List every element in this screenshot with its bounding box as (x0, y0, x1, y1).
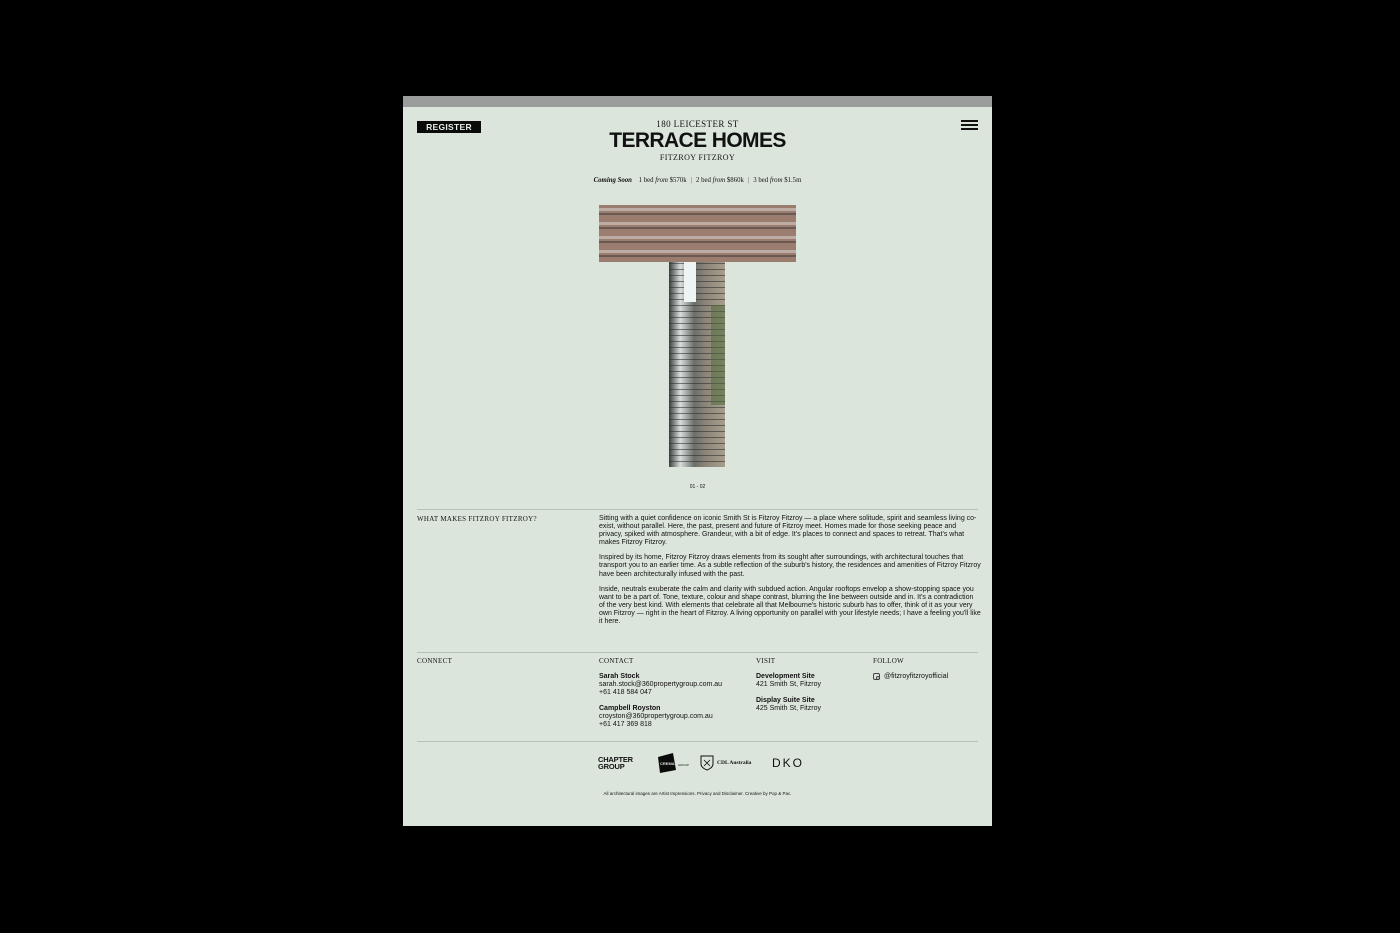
visit-address: 421 Smith St, Fitzroy (756, 681, 821, 689)
project-address: 180 LEICESTER ST (656, 119, 739, 129)
hero-t-building-image[interactable] (599, 205, 796, 467)
contact-heading: CONTACT (599, 657, 634, 665)
divider (417, 652, 978, 653)
visit-heading: VISIT (756, 657, 776, 665)
project-suburb: FITZROY FITZROY (659, 153, 736, 162)
about-heading: WHAT MAKES FITZROY FITZROY? (417, 515, 537, 523)
visit-development-site (756, 673, 821, 689)
contact-name: Sarah Stock (599, 673, 640, 680)
instagram-link[interactable] (873, 673, 948, 680)
instagram-icon (873, 673, 880, 680)
visit-name: Display Suite Site (756, 697, 815, 704)
about-paragraph: Sitting with a quiet confidence on iconic Smith St is Fitzroy Fitzroy — a place where solitude, spirit and seamless living co-exist, without parallel. Here, the past, present and future of Fitzroy meet. Homes made for those seeking peace and privacy, spiked with atmosphere. Grandeur, with a bit of edge. It's places to connect and spaces to retreat. That's what makes Fitzroy Fitzroy. (599, 515, 977, 547)
about-paragraph: Inside, neutrals exuberate the calm and clarity with subdued action. Angular rooftops envelop a show-stopping space you want to be a part of. Tone, texture, colour and shape contrast, blurring the line between outside and in. It's a contradiction of the very best kind. With elements that celebrate all that Melbourne's historic suburb has to offer, think of it as your very own Fitzroy — right in the heart of Fitzroy. A living opportunity on parallel with your lifestyle needs; I have a feeling you'll like it here. (599, 585, 981, 626)
gallery-counter[interactable]: 01 - 02 (689, 484, 706, 490)
contact-name: Campbell Royston (599, 705, 661, 712)
browser-top-bar (403, 96, 992, 107)
crema-group-logo: CREMA GROUP (657, 752, 689, 774)
about-paragraph: Inspired by its home, Fitzroy Fitzroy draws elements from its sought after surroundings, with architectural touches that transport you to an earlier time. As a subtle reflection of the suburb's history, the residences and amenities of Fitzroy Fitzroy have been architecturally infused with the past. (599, 554, 981, 578)
cdl-australia-logo: CDL Australia (700, 752, 762, 774)
chapter-group-logo: CHAPTER GROUP (598, 755, 633, 771)
price-option-3: 3 bed from $1.5m (753, 177, 802, 184)
dko-logo: DKO (772, 756, 805, 770)
follow-heading: FOLLOW (873, 657, 904, 665)
divider (417, 509, 978, 510)
price-option-2: 2 bed from $860k (695, 177, 744, 184)
instagram-handle: @fitzroyfitzroyofficial (884, 673, 949, 680)
contact-campbell (599, 705, 713, 729)
contact-email-link[interactable]: croyston@360propertygroup.com.au (599, 713, 713, 721)
contact-email-link[interactable]: sarah.stock@360propertygroup.com.au (599, 681, 723, 689)
page-title: TERRACE HOMES (609, 129, 786, 152)
visit-name: Development Site (756, 673, 815, 680)
divider (417, 741, 978, 742)
contact-phone-link[interactable]: +61 418 584 047 (599, 689, 652, 697)
visit-address: 425 Smith St, Fitzroy (756, 705, 821, 713)
footer-disclaimer: All architectural images are Artist Impressions. Privacy and Disclaimer. Creative by Pop & Pac. (603, 791, 792, 796)
visit-display-suite (756, 697, 821, 713)
contact-phone-link[interactable]: +61 417 369 818 (599, 721, 652, 729)
about-text (599, 515, 981, 633)
contact-sarah (599, 673, 722, 697)
register-button[interactable]: REGISTER (417, 121, 481, 133)
status-badge: Coming Soon (593, 177, 632, 184)
price-option-1: 1 bed from $570k (638, 177, 687, 184)
pricing-bar: Coming Soon 1 bed from $570k | 2 bed from $860k | 3 bed from $1.5m (593, 177, 802, 184)
connect-heading: CONNECT (417, 657, 453, 665)
page (403, 96, 992, 826)
